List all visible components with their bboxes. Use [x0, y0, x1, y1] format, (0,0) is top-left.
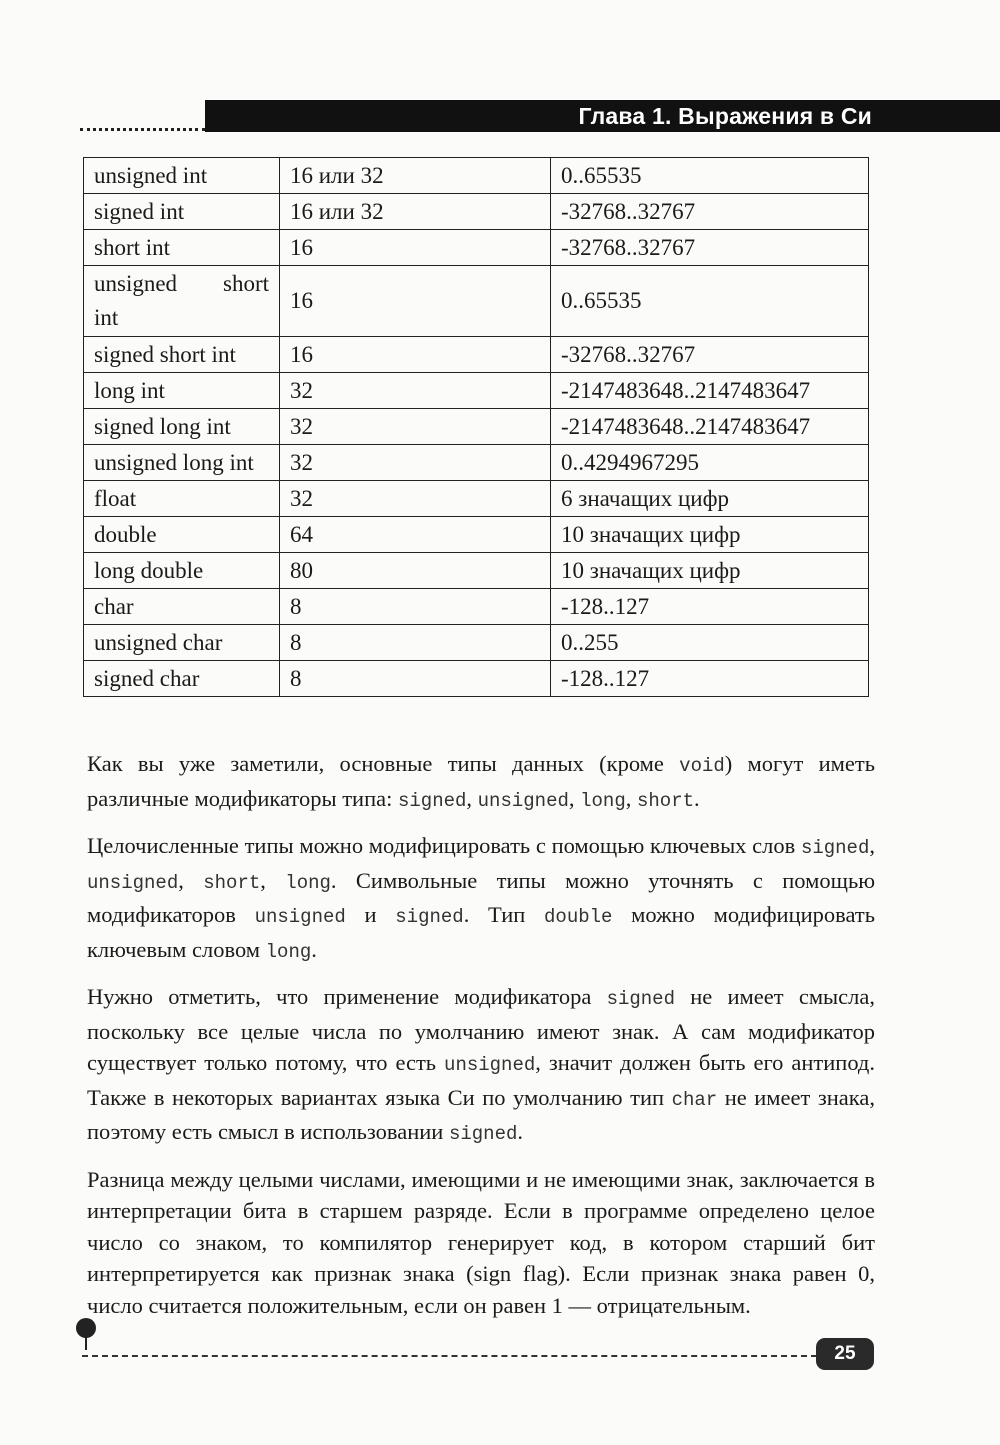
table-cell-range: 10 значащих цифр — [551, 517, 869, 553]
table-cell-range: -2147483648..2147483647 — [551, 409, 869, 445]
table-cell-bits: 64 — [280, 517, 551, 553]
table-row — [84, 445, 869, 481]
paragraph-sign-bit: Разница между целыми числами, имеющими и не имеющими знак, заключается в интерпретации бита в старшем разряде. Если в программе определено целое число со знаком, то компилятор генерирует код, в котором старший бит интерпретируется как признак знака (sign flag). Если признак знака равен 0, число считается положительным, если он равен 1 — отрицательным. — [87, 1166, 875, 1318]
text-run: можно модифицировать ключевым словом — [87, 902, 876, 962]
table-row — [84, 517, 869, 553]
text-run: . — [517, 1119, 524, 1144]
code-keyword: double — [544, 906, 613, 928]
code-keyword: signed — [606, 988, 675, 1010]
chapter-header — [205, 100, 1000, 132]
text-run: , — [260, 867, 286, 893]
text-run: . — [694, 785, 700, 811]
text-run: , — [625, 785, 637, 811]
text-run: , — [178, 867, 204, 893]
table-row — [84, 373, 869, 409]
text-run: , — [568, 785, 581, 811]
text-run: . Тип — [463, 902, 545, 927]
code-keyword: long — [285, 871, 331, 894]
code-keyword: signed — [395, 906, 464, 928]
paragraph-integer-modifiers — [87, 830, 875, 968]
body-text — [87, 748, 875, 1334]
table-cell-bits: 32 — [280, 481, 551, 517]
code-keyword: signed — [397, 789, 467, 812]
table-cell-type — [84, 266, 280, 337]
table-cell-range: 6 значащих цифр — [551, 481, 869, 517]
table-cell-bits: 16 — [280, 266, 551, 337]
table-cell-range: 0..65535 — [551, 266, 869, 337]
text-run: , значит должен быть его антипод. Также в некоторых вариантах языка Си по умолчанию тип — [87, 1050, 875, 1110]
table-cell-bits: 16 — [280, 230, 551, 266]
table-row — [84, 409, 869, 445]
code-keyword: unsigned — [87, 871, 179, 894]
table-row — [84, 625, 869, 661]
text-run: не имеет смысла, поскольку все целые числа по умолчанию имеют знак. А сам модификатор существует только потому, что есть — [87, 984, 876, 1075]
table-cell-type: short int — [84, 230, 280, 266]
table-cell-range: 0..4294967295 — [551, 445, 869, 481]
header-dotted-rule — [80, 128, 205, 131]
data-types-table — [83, 157, 869, 697]
text-run: . Символьные типы можно уточнять с помощью модификаторов — [87, 867, 876, 927]
table-cell-bits: 16 или 32 — [280, 194, 551, 230]
text-run: не имеет знака, поэтому есть смысл в использовании — [87, 1084, 875, 1144]
text-run: и — [345, 902, 396, 927]
code-keyword: unsigned — [254, 906, 346, 928]
table-row — [84, 553, 869, 589]
paragraph-signed-note — [87, 981, 875, 1151]
code-keyword: long — [265, 940, 312, 963]
code-keyword: signed — [448, 1123, 518, 1145]
table-cell-type: signed char — [84, 661, 280, 697]
code-keyword: short — [636, 789, 694, 812]
chapter-title: Глава 1. Выражения в Си — [578, 103, 872, 129]
table-cell-type: unsigned char — [84, 625, 280, 661]
table-cell-type: float — [84, 481, 280, 517]
table-row — [84, 194, 869, 230]
table-cell-type: long double — [84, 553, 280, 589]
code-keyword: unsigned — [477, 789, 569, 812]
table-row — [84, 481, 869, 517]
table-cell-range: -32768..32767 — [551, 337, 869, 373]
text-run: ) могут иметь различные модификаторы типа: — [87, 751, 875, 811]
table-cell-bits: 8 — [280, 661, 551, 697]
table-cell-type: signed short int — [84, 337, 280, 373]
table-cell-range: -128..127 — [551, 661, 869, 697]
table-cell-type: signed int — [84, 194, 280, 230]
table-cell-range: -2147483648..2147483647 — [551, 373, 869, 409]
table-cell-type: signed long int — [84, 409, 280, 445]
table-row — [84, 230, 869, 266]
table-row — [84, 589, 869, 625]
text-run: , — [466, 785, 478, 811]
table-cell-bits: 32 — [280, 445, 551, 481]
table-row — [84, 266, 869, 337]
table-row — [84, 337, 869, 373]
page-number-badge — [816, 1338, 874, 1370]
code-keyword: signed — [800, 837, 870, 859]
footer-dashed-rule — [82, 1355, 817, 1357]
table-cell-range: 10 значащих цифр — [551, 553, 869, 589]
text-run: Целочисленные типы можно модифицировать с помощью ключевых слов — [87, 833, 801, 858]
table-cell-bits: 16 или 32 — [280, 158, 551, 194]
code-keyword: unsigned — [444, 1054, 536, 1076]
text-run: Нужно отметить, что применение модификатора — [87, 984, 607, 1009]
table-cell-type-line1: unsigned short — [94, 271, 269, 296]
table-cell-bits: 8 — [280, 589, 551, 625]
table-cell-range: -32768..32767 — [551, 230, 869, 266]
code-keyword: char — [671, 1088, 718, 1111]
text-run: Как вы уже заметили, основные типы данных (кроме — [87, 751, 680, 776]
table-cell-bits: 8 — [280, 625, 551, 661]
code-keyword: long — [580, 789, 626, 812]
table-cell-type: double — [84, 517, 280, 553]
text-run: . — [311, 936, 317, 962]
table-cell-bits: 16 — [280, 337, 551, 373]
table-cell-type: unsigned int — [84, 158, 280, 194]
table-cell-type: unsigned long int — [84, 445, 280, 481]
table-cell-type: char — [84, 589, 280, 625]
code-keyword: short — [203, 871, 261, 894]
paragraph-modifiers — [87, 748, 875, 817]
table-cell-range: 0..65535 — [551, 158, 869, 194]
code-keyword: void — [679, 755, 725, 777]
page-number: 25 — [834, 1343, 856, 1364]
table-row — [84, 158, 869, 194]
table-cell-bits: 80 — [280, 553, 551, 589]
table-cell-range: -32768..32767 — [551, 194, 869, 230]
table-cell-range: 0..255 — [551, 625, 869, 661]
table-row — [84, 661, 869, 697]
text-run: , — [869, 833, 875, 858]
pin-icon — [76, 1318, 96, 1338]
table-cell-range: -128..127 — [551, 589, 869, 625]
table-cell-bits: 32 — [280, 409, 551, 445]
table-cell-type: long int — [84, 373, 280, 409]
pin-icon-stem — [85, 1336, 87, 1350]
table-cell-type-line2: int — [94, 305, 119, 330]
table-cell-bits: 32 — [280, 373, 551, 409]
